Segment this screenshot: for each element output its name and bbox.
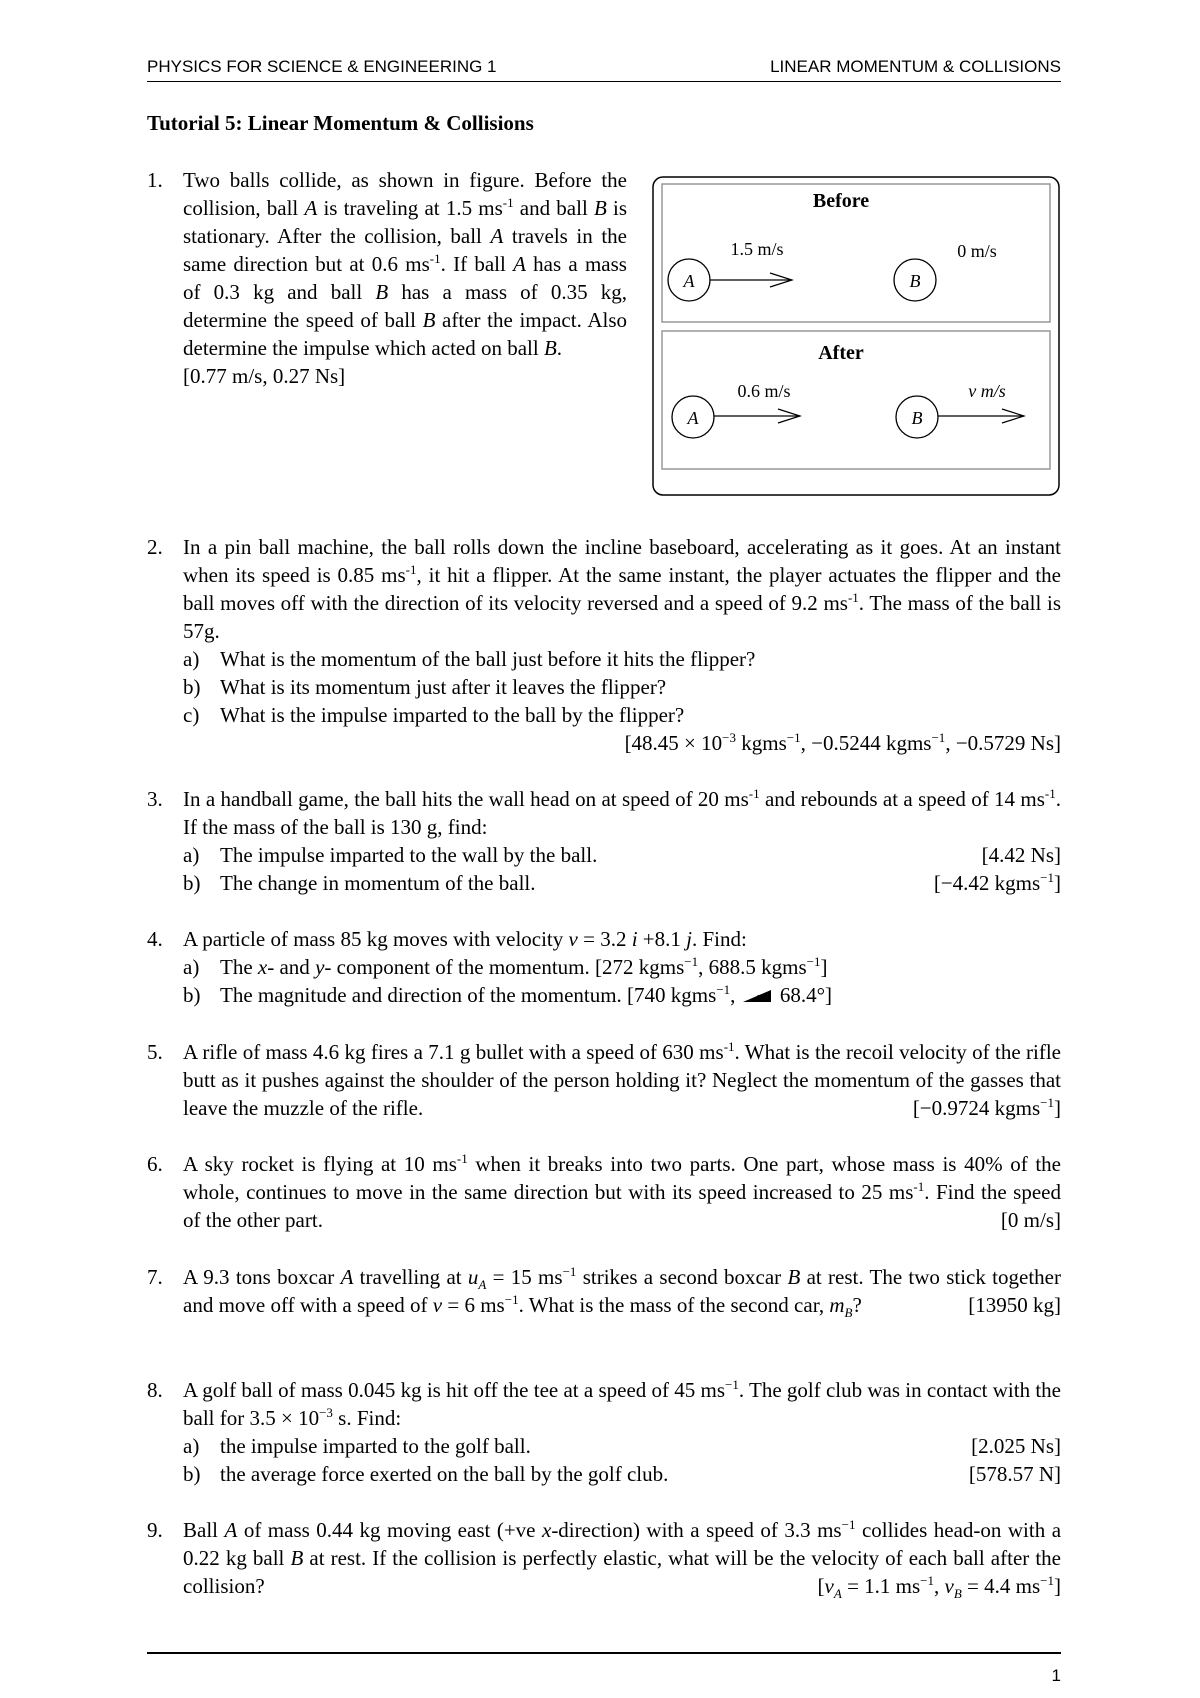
angle-icon bbox=[741, 986, 775, 1004]
question-number: 4. bbox=[147, 927, 163, 951]
sup: −1 bbox=[806, 954, 821, 969]
question-1 bbox=[147, 166, 627, 390]
sub-row bbox=[220, 1432, 1061, 1460]
question-8 bbox=[147, 1376, 1061, 1488]
text: +8.1 bbox=[637, 927, 687, 951]
question-text bbox=[183, 533, 1061, 757]
sub-row bbox=[220, 841, 1061, 869]
answer: [0.77 m/s, 0.27 Ns] bbox=[183, 364, 346, 388]
answer bbox=[934, 869, 1061, 897]
text: and ball bbox=[513, 196, 594, 220]
question-text bbox=[183, 1516, 1061, 1600]
text: A 9.3 tons boxcar bbox=[183, 1265, 341, 1289]
sup: -1 bbox=[456, 1151, 468, 1166]
sup: -1 bbox=[847, 590, 859, 605]
question-6 bbox=[147, 1150, 1061, 1234]
var: A bbox=[224, 1518, 238, 1542]
var: B bbox=[787, 1265, 801, 1289]
sup: -1 bbox=[1044, 786, 1056, 801]
question-text bbox=[183, 785, 1061, 897]
question-3 bbox=[147, 785, 1061, 897]
question-text bbox=[183, 1038, 1061, 1122]
var: m bbox=[829, 1293, 845, 1317]
text: collides head-on with a 0.22 kg ball bbox=[183, 1518, 1062, 1570]
sup: -1 bbox=[502, 195, 514, 210]
sub-question bbox=[183, 869, 1061, 897]
sub-text bbox=[220, 981, 1061, 1009]
question-number: 5. bbox=[147, 1040, 163, 1064]
after-label: After bbox=[818, 342, 864, 364]
text: = 4.4 ms bbox=[961, 1574, 1041, 1598]
text: A rifle of mass 4.6 kg fires a 7.1 g bullet with a speed of 630 ms bbox=[183, 1040, 724, 1064]
sub-text: the impulse imparted to the golf ball. bbox=[220, 1434, 531, 1458]
collision-figure bbox=[652, 176, 1060, 496]
ball-a-label: A bbox=[687, 408, 699, 428]
sup: -1 bbox=[748, 786, 760, 801]
answer: [4.42 Ns] bbox=[981, 843, 1061, 867]
var: v bbox=[432, 1293, 443, 1317]
sup: −1 bbox=[725, 1377, 739, 1392]
var: B bbox=[290, 1546, 304, 1570]
sup: −1 bbox=[1040, 1573, 1054, 1588]
text: In a pin ball machine, the ball rolls down the incline baseboard, accelerating as it goes. At an instant when its speed is 0.85 ms bbox=[183, 535, 1061, 587]
question-text bbox=[183, 1376, 1061, 1488]
question-text bbox=[183, 1150, 1061, 1234]
var: u bbox=[467, 1265, 479, 1289]
var: B bbox=[593, 196, 607, 220]
text: . If the mass of the ball is 130 g, find: bbox=[183, 787, 1061, 839]
text: [−4.42 kgms bbox=[933, 871, 1041, 895]
text: . What is the recoil velocity of the rifle butt as it pushes against the shoulder of the person holding it? Neglect the momentum of the gasses that leave the muzzle of the rifle. bbox=[183, 1040, 1061, 1120]
text: A particle of mass 85 kg moves with velocity bbox=[183, 927, 569, 951]
var: v bbox=[824, 1574, 834, 1598]
sup: -1 bbox=[405, 562, 417, 577]
sub-question bbox=[183, 701, 1061, 729]
var: v bbox=[568, 927, 578, 951]
var: i bbox=[631, 927, 638, 951]
question-number: 3. bbox=[147, 787, 163, 811]
question-9 bbox=[147, 1516, 1061, 1600]
sub-question bbox=[183, 1432, 1061, 1460]
text: is traveling at 1.5 ms bbox=[317, 196, 503, 220]
sup: −1 bbox=[931, 730, 946, 745]
text: . What is the mass of the second car, bbox=[518, 1293, 830, 1317]
question-4 bbox=[147, 925, 1061, 1009]
sub-question bbox=[183, 953, 1061, 981]
text: - and bbox=[267, 955, 316, 979]
sub-text: What is the momentum of the ball just before it hits the flipper? bbox=[220, 647, 756, 671]
text: . The golf club was in contact with the ball for 3.5 × 10 bbox=[183, 1378, 1061, 1430]
text: , −0.5244 kgms bbox=[800, 731, 932, 755]
var: A bbox=[513, 252, 526, 276]
sub-label: a) bbox=[183, 1434, 200, 1458]
sup: -1 bbox=[429, 251, 441, 266]
var-sub: B bbox=[844, 1305, 853, 1321]
text: is stationary. After the collision, ball bbox=[183, 196, 628, 248]
sup: −1 bbox=[684, 954, 699, 969]
text: . If ball bbox=[440, 252, 514, 276]
text: has a mass of 0.35 kg, determine the speed of ball bbox=[183, 280, 627, 332]
sub-label: b) bbox=[183, 675, 201, 699]
footer-divider bbox=[147, 1652, 1061, 1654]
text: has a mass of 0.3 kg and ball bbox=[183, 252, 627, 304]
text: . The mass of the ball is 57g. bbox=[183, 591, 1061, 643]
question-number: 2. bbox=[147, 535, 163, 559]
sub-text bbox=[220, 953, 1061, 981]
text: = 3.2 bbox=[577, 927, 632, 951]
text: and rebounds at a speed of 14 ms bbox=[759, 787, 1045, 811]
text: = 1.1 ms bbox=[841, 1574, 921, 1598]
text: at rest. The two stick together and move off with a speed of bbox=[183, 1265, 1061, 1317]
sub-question bbox=[183, 841, 1061, 869]
question-text bbox=[183, 1263, 1061, 1319]
text: , bbox=[934, 1574, 945, 1598]
question-number: 9. bbox=[147, 1518, 163, 1542]
speed-b-before: 0 m/s bbox=[957, 241, 997, 261]
sub-label: b) bbox=[183, 1462, 201, 1486]
question-text bbox=[183, 166, 627, 390]
text: ] bbox=[1054, 871, 1061, 895]
text: - component of the momentum. [272 kgms bbox=[324, 955, 685, 979]
angle-wedge bbox=[743, 990, 771, 1002]
text: travelling at bbox=[353, 1265, 468, 1289]
text: ] bbox=[820, 955, 828, 979]
sub-question bbox=[183, 981, 1061, 1009]
sup: -1 bbox=[723, 1039, 735, 1054]
question-number: 7. bbox=[147, 1265, 163, 1289]
text: The magnitude and direction of the momentum. [740 kgms bbox=[220, 983, 717, 1007]
figure-frame bbox=[653, 177, 1059, 495]
sub-label: b) bbox=[183, 983, 201, 1007]
sub-text: The impulse imparted to the wall by the ball. bbox=[220, 843, 598, 867]
var: B bbox=[543, 336, 557, 360]
text: . bbox=[556, 336, 563, 360]
text: , bbox=[730, 983, 741, 1007]
answer bbox=[183, 729, 1061, 757]
text: ? bbox=[852, 1293, 862, 1317]
var: B bbox=[375, 280, 389, 304]
sup: −3 bbox=[722, 730, 736, 745]
text: . Find: bbox=[691, 927, 747, 951]
text: ] bbox=[1054, 1574, 1061, 1598]
ball-b-label: B bbox=[911, 408, 923, 428]
question-number: 6. bbox=[147, 1152, 163, 1176]
ball-b-label: B bbox=[909, 271, 921, 291]
speed-a-after: 0.6 m/s bbox=[737, 381, 791, 401]
page-number: 1 bbox=[1051, 1666, 1061, 1685]
text: [−0.9724 kgms bbox=[912, 1096, 1041, 1120]
var: x bbox=[257, 955, 268, 979]
text: , it hit a flipper. At the same instant, the player actuates the flipper and the ball moves off with the direction of its velocity reversed and a speed of 9.2 ms bbox=[183, 563, 1062, 615]
ball-a-label: A bbox=[683, 271, 695, 291]
answer: [578.57 N] bbox=[968, 1462, 1061, 1486]
var: A bbox=[304, 196, 318, 220]
text: [48.45 × 10 bbox=[624, 731, 723, 755]
speed-a-before: 1.5 m/s bbox=[730, 239, 784, 259]
var: B bbox=[422, 308, 436, 332]
text: of mass 0.44 kg moving east (+ve bbox=[237, 1518, 542, 1542]
header-left: PHYSICS FOR SCIENCE & ENGINEERING 1 bbox=[147, 57, 497, 76]
question-2 bbox=[147, 533, 1061, 757]
sub-label: a) bbox=[183, 843, 200, 867]
text: travels in the same direction but at 0.6 ms bbox=[183, 224, 627, 276]
var: y bbox=[315, 955, 325, 979]
text: kgms bbox=[736, 731, 787, 755]
var: j bbox=[686, 927, 692, 951]
answer: [2.025 Ns] bbox=[971, 1434, 1061, 1458]
var: A bbox=[490, 224, 504, 248]
answer bbox=[913, 1094, 1061, 1122]
text: when it breaks into two parts. One part, whose mass is 40% of the whole, continues to move in the same direction but with its speed increased to 25 ms bbox=[183, 1152, 1061, 1204]
sup: −1 bbox=[1040, 1095, 1054, 1110]
text: after the impact. Also determine the impulse which acted on ball bbox=[183, 308, 627, 360]
text: s. Find: bbox=[332, 1406, 402, 1430]
sup: −1 bbox=[504, 1292, 519, 1307]
page-header bbox=[147, 55, 1061, 82]
text: = 15 ms bbox=[486, 1265, 563, 1289]
sub-question bbox=[183, 673, 1061, 701]
sup: −1 bbox=[1040, 870, 1054, 885]
text: Two balls collide, as shown in figure. Before the collision, ball bbox=[183, 168, 627, 220]
text: . Find the speed of the other part. bbox=[183, 1180, 1061, 1232]
question-number: 1. bbox=[147, 168, 163, 192]
sub-label: c) bbox=[183, 703, 200, 727]
sub-text: What is its momentum just after it leaves the flipper? bbox=[220, 675, 667, 699]
text: at rest. If the collision is perfectly elastic, what will be the velocity of each ball after the collision? bbox=[183, 1546, 1061, 1598]
sub-question bbox=[183, 645, 1061, 673]
sub-label: b) bbox=[183, 871, 201, 895]
sup: −3 bbox=[319, 1405, 333, 1420]
sup: −1 bbox=[841, 1517, 856, 1532]
sup: -1 bbox=[913, 1179, 925, 1194]
tutorial-title: Tutorial 5: Linear Momentum & Collisions bbox=[147, 111, 534, 135]
text: , 688.5 kgms bbox=[698, 955, 807, 979]
text: 68.4°] bbox=[774, 983, 833, 1007]
text: A sky rocket is flying at 10 ms bbox=[183, 1152, 457, 1176]
sub-row bbox=[220, 869, 1061, 897]
text: [ bbox=[817, 1574, 825, 1598]
sup: −1 bbox=[716, 982, 731, 997]
text: The bbox=[220, 955, 258, 979]
question-7 bbox=[147, 1263, 1061, 1319]
text: Ball bbox=[183, 1518, 225, 1542]
text: -direction) with a speed of 3.3 ms bbox=[551, 1518, 842, 1542]
header-right: LINEAR MOMENTUM & COLLISIONS bbox=[770, 57, 1061, 76]
before-label: Before bbox=[812, 190, 870, 212]
answer: [0 m/s] bbox=[1000, 1208, 1061, 1232]
sub-label: a) bbox=[183, 647, 200, 671]
sup: −1 bbox=[786, 730, 801, 745]
var: v bbox=[944, 1574, 954, 1598]
question-5 bbox=[147, 1038, 1061, 1122]
sup: −1 bbox=[562, 1264, 577, 1279]
text: strikes a second boxcar bbox=[576, 1265, 788, 1289]
text: , −0.5729 Ns] bbox=[945, 731, 1061, 755]
text: = 6 ms bbox=[442, 1293, 505, 1317]
var-sub: A bbox=[478, 1277, 487, 1293]
speed-b-after: v m/s bbox=[968, 381, 1006, 401]
sub-question bbox=[183, 1460, 1061, 1488]
sub-text: The change in momentum of the ball. bbox=[220, 871, 536, 895]
var-sub: A bbox=[833, 1586, 842, 1602]
var-sub: B bbox=[953, 1586, 962, 1602]
sub-text: What is the impulse imparted to the ball by the flipper? bbox=[220, 703, 685, 727]
sup: −1 bbox=[920, 1573, 935, 1588]
text: In a handball game, the ball hits the wall head on at speed of 20 ms bbox=[183, 787, 749, 811]
question-text bbox=[183, 925, 1061, 1009]
answer: [13950 kg] bbox=[968, 1293, 1061, 1317]
var: x bbox=[541, 1518, 552, 1542]
text: ] bbox=[1054, 1096, 1061, 1120]
question-number: 8. bbox=[147, 1378, 163, 1402]
sub-text: the average force exerted on the ball by the golf club. bbox=[220, 1462, 669, 1486]
answer bbox=[818, 1572, 1061, 1600]
sub-label: a) bbox=[183, 955, 200, 979]
text: A golf ball of mass 0.045 kg is hit off the tee at a speed of 45 ms bbox=[183, 1378, 726, 1402]
var: A bbox=[340, 1265, 354, 1289]
sub-row bbox=[220, 1460, 1061, 1488]
